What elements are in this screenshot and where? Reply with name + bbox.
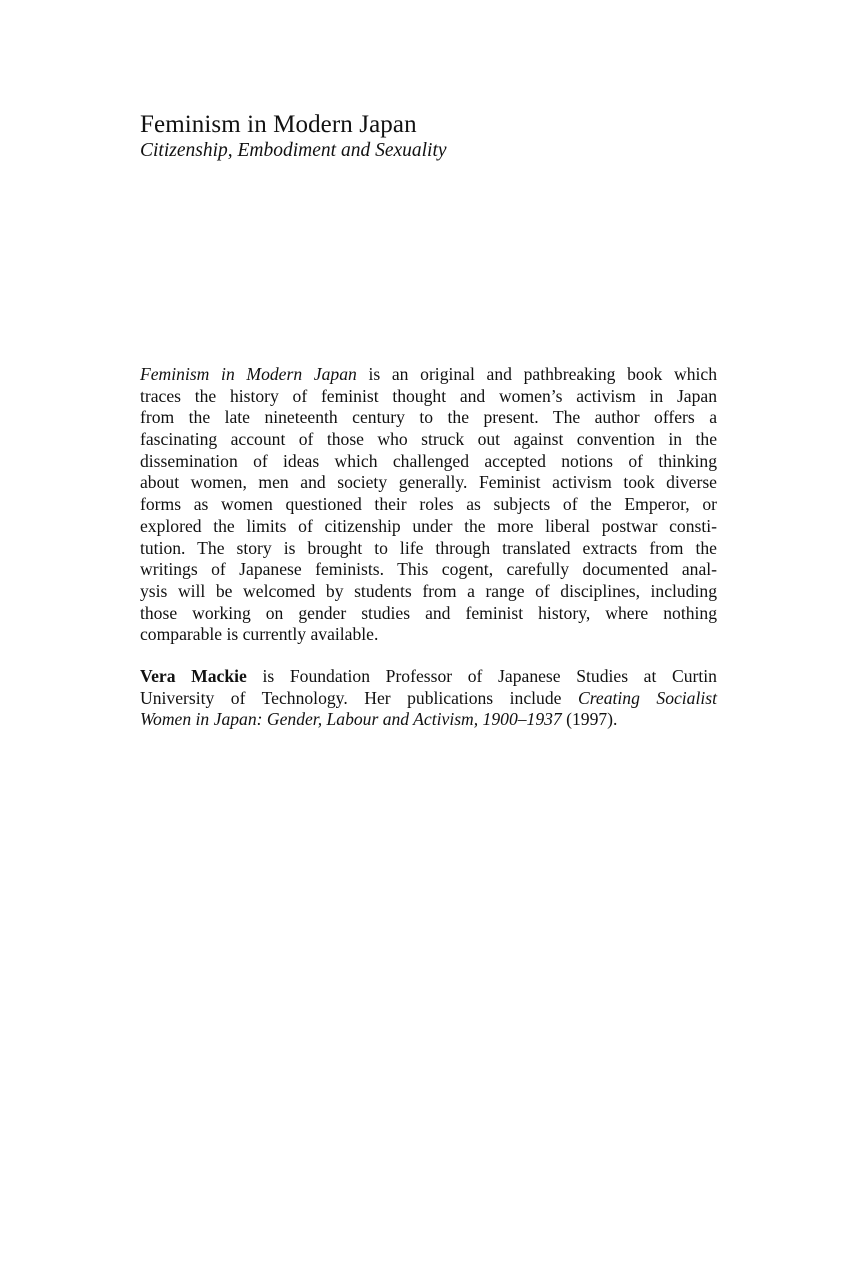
description-line: tution. The story is brought to life through translated extracts from the bbox=[140, 537, 717, 558]
description-line: about women, men and society generally. Feminist activism took diverse bbox=[140, 472, 717, 493]
description-line: forms as women questioned their roles as subjects of the Emperor, or bbox=[140, 494, 717, 515]
description-line: comparable is currently available. bbox=[140, 624, 379, 645]
description-line: traces the history of feminist thought and women’s activism in Japan bbox=[140, 385, 717, 406]
publication-title: Creating Socialist bbox=[577, 687, 717, 708]
description-line: those working on gender studies and feminist history, where nothing bbox=[140, 602, 717, 623]
book-description bbox=[140, 364, 717, 646]
author-bio bbox=[140, 666, 717, 731]
author-bio-line: Vera Mackie is Foundation Professor of Japanese Studies at Curtin bbox=[140, 666, 717, 686]
author-bio-line: University of Technology. Her publications include Creating Socialist bbox=[140, 687, 717, 708]
book-title: Feminism in Modern Japan bbox=[140, 111, 417, 138]
title-block bbox=[140, 110, 740, 162]
description-line: Feminism in Modern Japan is an original and pathbreaking book which bbox=[140, 364, 717, 384]
description-line: dissemination of ideas which challenged accepted notions of thinking bbox=[140, 450, 717, 471]
description-line: from the late nineteenth century to the present. The author offers a bbox=[140, 407, 717, 428]
author-bio-line: Women in Japan: Gender, Labour and Activism, 1900–1937 (1997). bbox=[140, 709, 618, 730]
description-line: ysis will be welcomed by students from a range of disciplines, including bbox=[140, 580, 717, 601]
book-subtitle: Citizenship, Embodiment and Sexuality bbox=[140, 140, 447, 161]
book-title-reference: Feminism in Modern Japan bbox=[140, 364, 357, 384]
description-line: writings of Japanese feminists. This cogent, carefully documented anal- bbox=[140, 559, 717, 580]
author-name: Vera Mackie bbox=[140, 666, 247, 686]
description-line: explored the limits of citizenship under the more liberal postwar consti- bbox=[140, 515, 717, 536]
description-line: fascinating account of those who struck out against convention in the bbox=[140, 429, 717, 450]
publication-title-continued: Women in Japan: Gender, Labour and Activism, 1900–1937 bbox=[140, 709, 562, 730]
